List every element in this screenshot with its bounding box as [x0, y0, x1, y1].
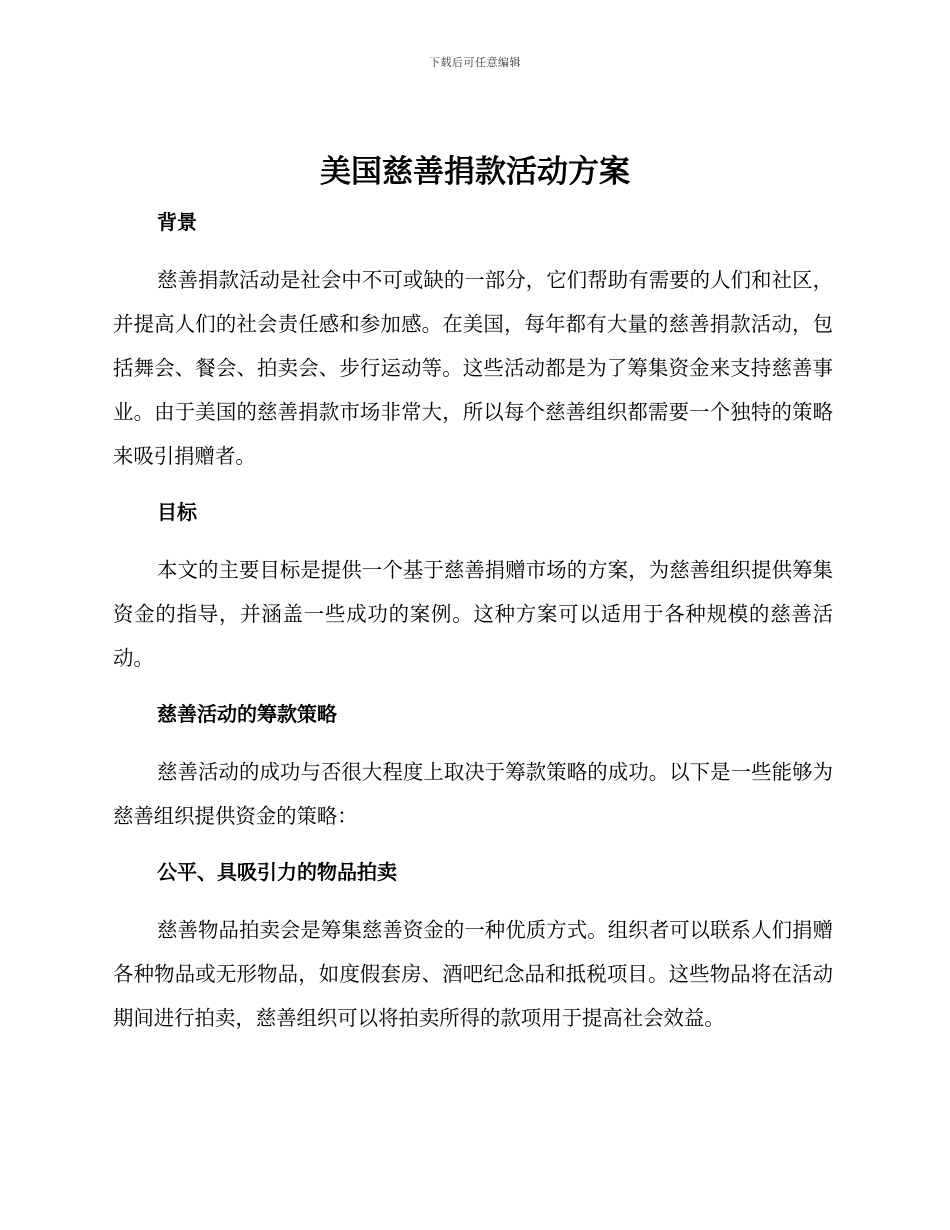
document-body — [113, 200, 833, 1040]
section-paragraph: 慈善活动的成功与否很大程度上取决于筹款策略的成功。以下是一些能够为慈善组织提供资金的策略： — [113, 760, 833, 828]
section-heading: 目标 — [157, 500, 197, 524]
section-paragraph: 本文的主要目标是提供一个基于慈善捐赠市场的方案，为慈善组织提供筹集资金的指导，并涵盖一些成功的案例。这种方案可以适用于各种规模的慈善活动。 — [113, 558, 833, 670]
section-heading: 背景 — [157, 210, 197, 234]
page-header-watermark: 下载后可任意编辑 — [429, 56, 521, 69]
section-paragraph: 慈善捐款活动是社会中不可或缺的一部分，它们帮助有需要的人们和社区，并提高人们的社会责任感和参加感。在美国，每年都有大量的慈善捐款活动，包括舞会、餐会、拍卖会、步行运动等。这些活动都是为了筹集资金来支持慈善事业。由于美国的慈善捐款市场非常大，所以每个慈善组织都需要一个独特的策略来吸引捐赠者。 — [113, 268, 833, 468]
section-auction — [113, 850, 833, 1040]
section-goals — [113, 490, 833, 692]
document-title: 美国慈善捐款活动方案 — [320, 154, 630, 190]
section-background — [113, 200, 833, 490]
section-heading: 慈善活动的筹款策略 — [157, 702, 337, 726]
section-heading: 公平、具吸引力的物品拍卖 — [157, 860, 397, 884]
section-paragraph: 慈善物品拍卖会是筹集慈善资金的一种优质方式。组织者可以联系人们捐赠各种物品或无形物品，如度假套房、酒吧纪念品和抵税项目。这些物品将在活动期间进行拍卖，慈善组织可以将拍卖所得的款项用于提高社会效益。 — [113, 918, 833, 1030]
section-fundraising-strategy — [113, 692, 833, 850]
